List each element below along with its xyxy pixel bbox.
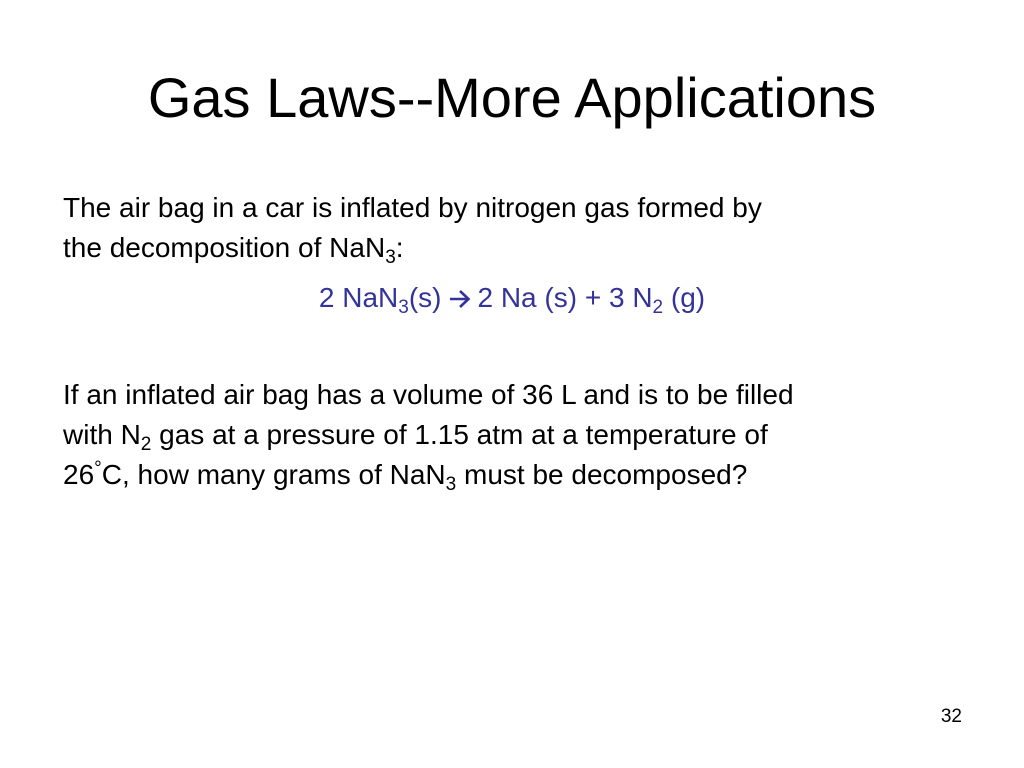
intro-line-1: The air bag in a car is inflated by nitrogen gas formed by bbox=[63, 192, 762, 223]
intro-line-2-suffix: : bbox=[395, 232, 404, 263]
question-line-3-mid: C, how many grams of NaN bbox=[101, 459, 446, 490]
reaction-equation bbox=[0, 278, 1024, 320]
question-line-3-prefix: 26 bbox=[63, 459, 95, 490]
intro-subscript-3: 3 bbox=[385, 247, 396, 268]
equation-product-subscript: 2 bbox=[652, 297, 664, 318]
question-line-1: If an inflated air bag has a volume of 36 L and is to be filled bbox=[63, 379, 794, 410]
intro-paragraph bbox=[63, 188, 968, 268]
equation-reactant: 2 NaN bbox=[318, 282, 399, 313]
question-paragraph bbox=[63, 375, 968, 495]
question-subscript-3: 3 bbox=[445, 474, 457, 495]
question-line-2-suffix: gas at a pressure of 1.15 atm at a temperature of bbox=[151, 419, 768, 450]
equation-products: 2 Na (s) + 3 N bbox=[477, 282, 653, 313]
equation-reactant-state: (s) bbox=[408, 282, 442, 313]
equation-product-state: (g) bbox=[663, 282, 706, 313]
degree-symbol: ° bbox=[94, 458, 102, 479]
intro-line-2-prefix: the decomposition of NaN bbox=[63, 232, 386, 263]
question-subscript-2: 2 bbox=[140, 434, 152, 455]
question-line-3-suffix: must be decomposed? bbox=[456, 459, 748, 490]
equation-reactant-subscript: 3 bbox=[398, 297, 409, 318]
page-number: 32 bbox=[940, 706, 962, 727]
question-line-2-prefix: with N bbox=[63, 419, 141, 450]
slide-title: Gas Laws--More Applications bbox=[147, 66, 877, 129]
right-arrow-icon bbox=[449, 280, 471, 320]
